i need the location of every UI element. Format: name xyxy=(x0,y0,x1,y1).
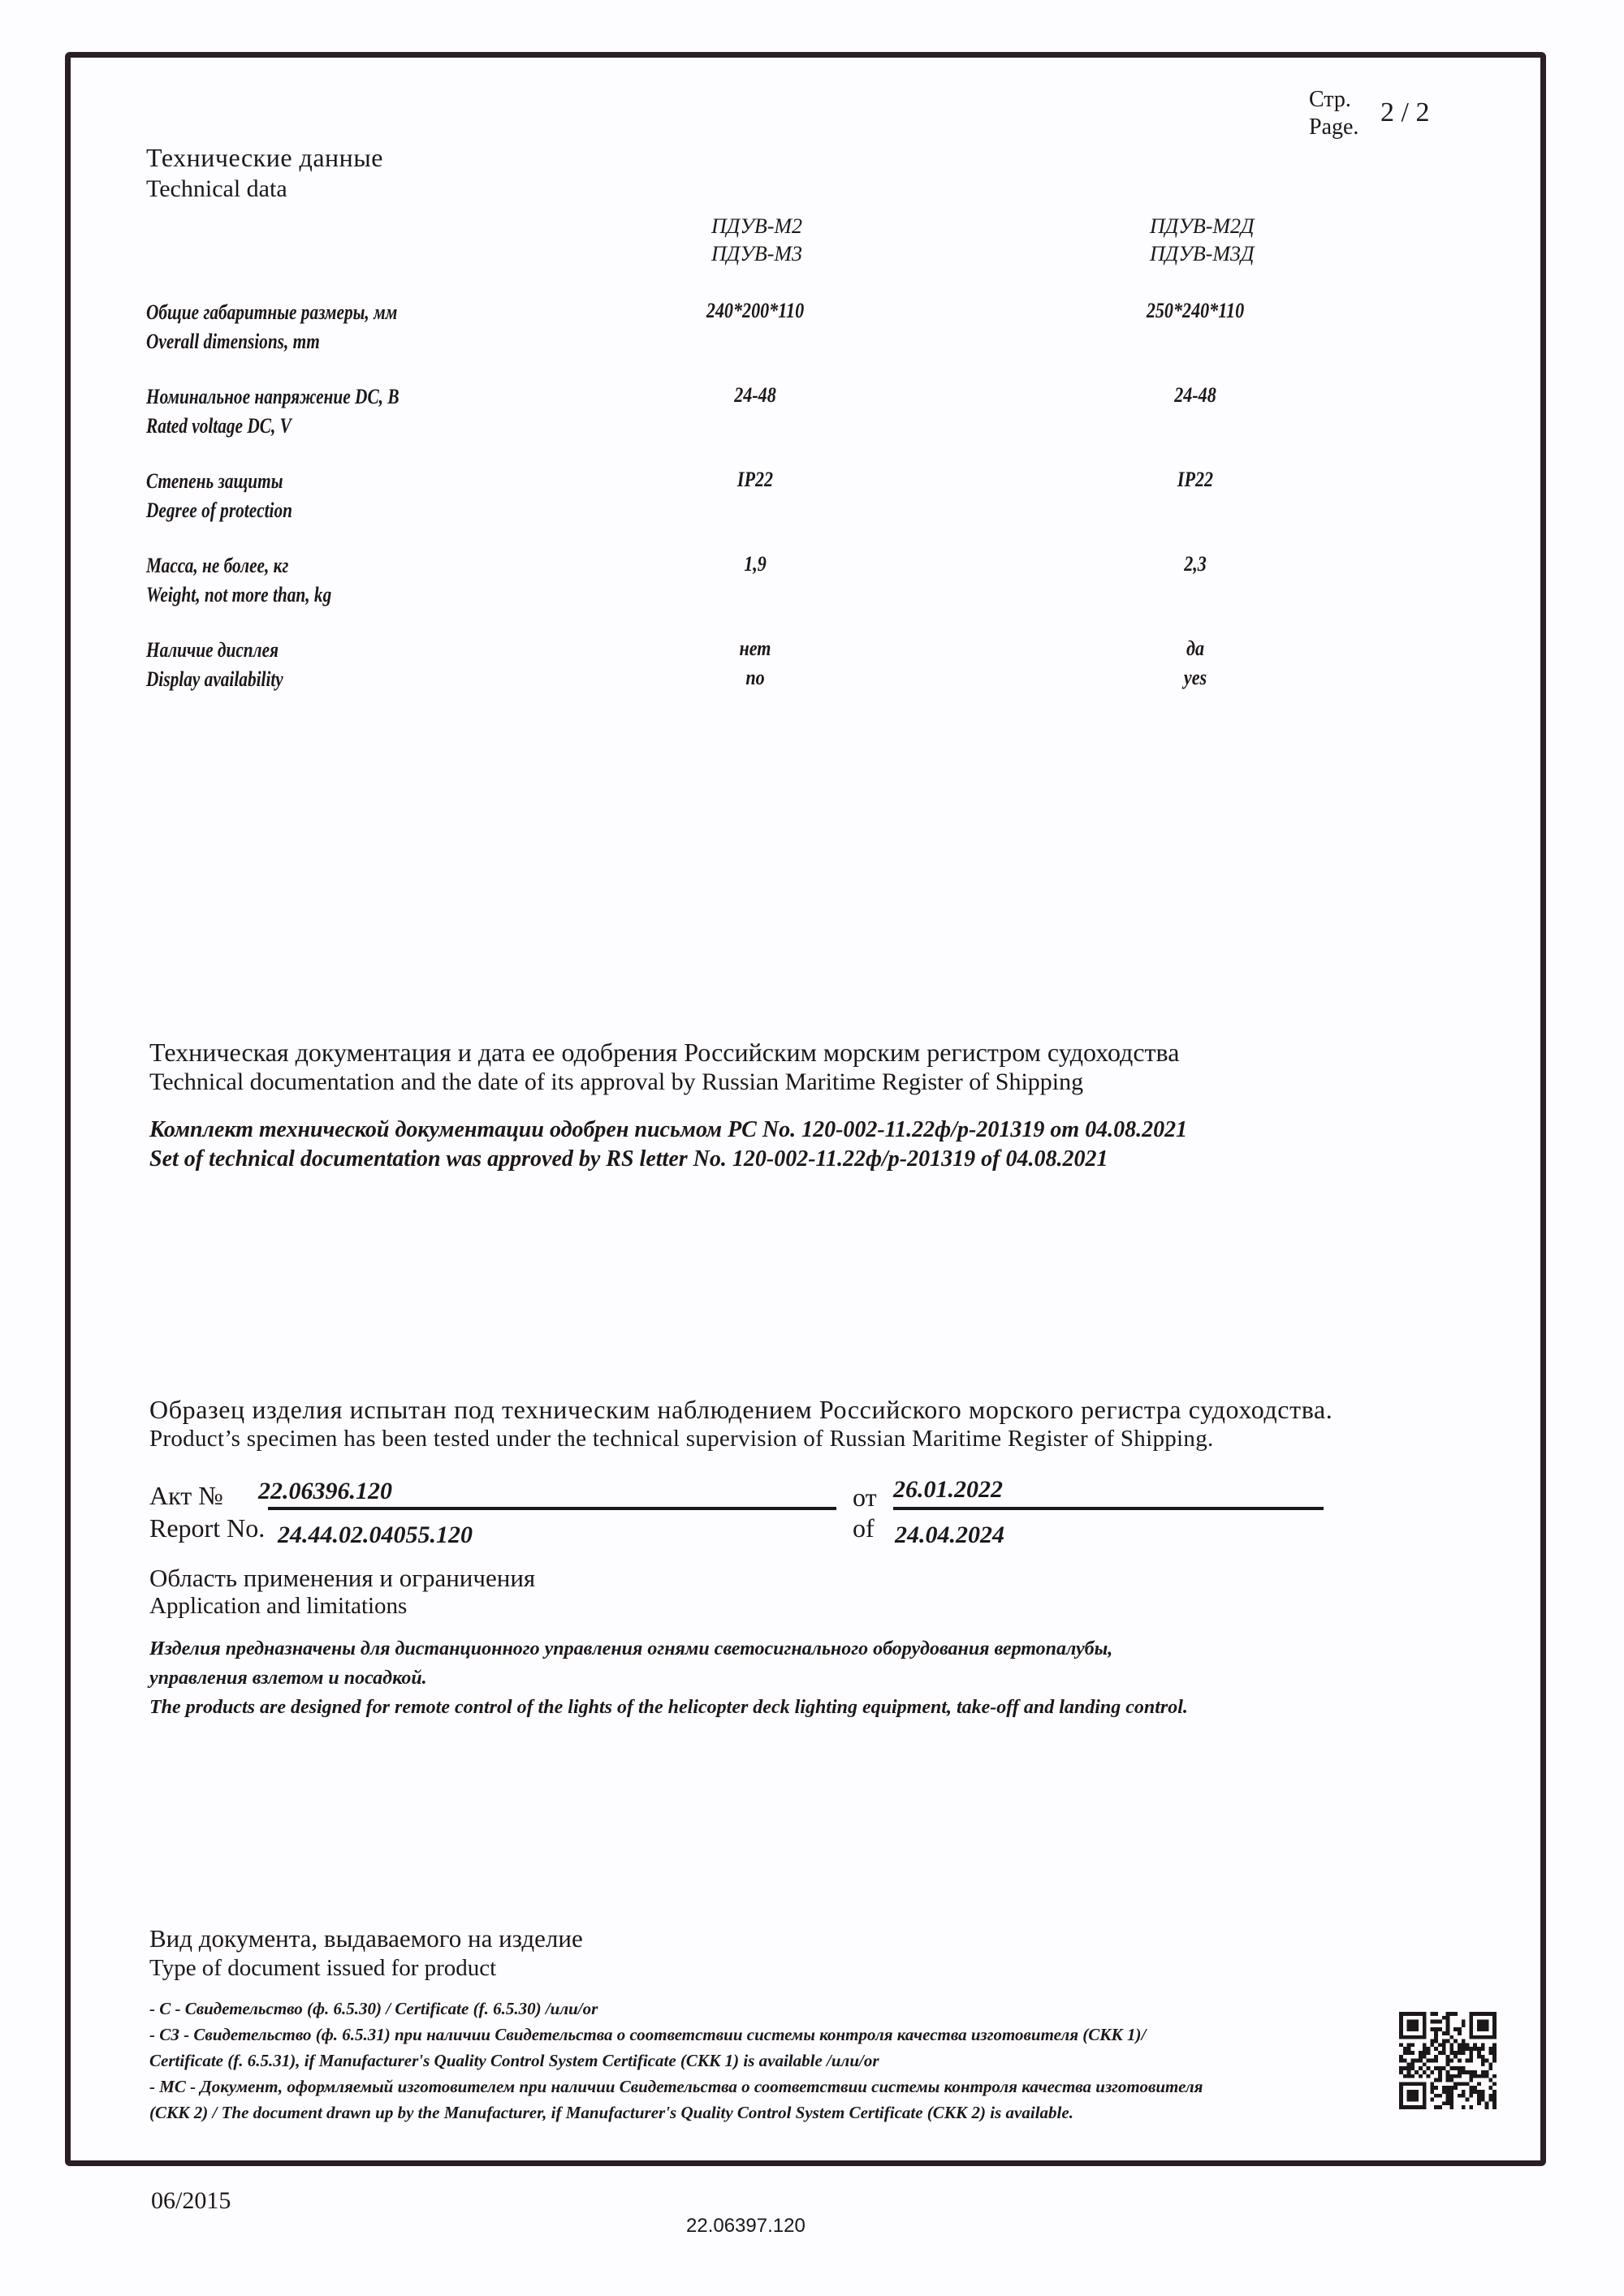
document-type-line-2: - СЗ - Свидетельство (ф. 6.5.31) при наличии Свидетельства о соответствии системы контроля качества изготовителя (СКК 1)/ xyxy=(149,2025,1147,2044)
spec-label-en: Rated voltage DC, V xyxy=(146,414,292,438)
column-1-model-2: ПДУВ-М3 xyxy=(711,242,803,265)
report-date-2: 24.04.2024 xyxy=(895,1521,1004,1548)
document-type-line-5: (СКК 2) / The document drawn up by the Manufacturer, if Manufacturer's Quality Control System Certificate (СКК 2) is available. xyxy=(149,2103,1073,2122)
qr-code-icon xyxy=(1395,2012,1501,2109)
specimen-title-ru: Образец изделия испытан под техническим наблюдением Российского морского регистра судоходства. xyxy=(149,1395,1333,1424)
spec-label-en: Degree of protection xyxy=(146,498,293,522)
document-type-title-en: Type of document issued for product xyxy=(149,1955,497,1981)
report-date-underline xyxy=(893,1507,1324,1510)
report-number-underline xyxy=(268,1507,836,1510)
document-type-title-ru: Вид документа, выдаваемого на изделие xyxy=(149,1924,583,1953)
spec-label-en: Overall dimensions, mm xyxy=(146,330,320,353)
document-number: 22.06397.120 xyxy=(686,2215,806,2237)
report-label-ru: Акт № xyxy=(149,1481,223,1510)
spec-value-col-2: IP22 xyxy=(1177,468,1214,491)
spec-value-col-1: 24-48 xyxy=(734,383,776,407)
application-text-line-1: Изделия предназначены для дистанционного управления огнями светосигнального оборудования вертопалубы, xyxy=(149,1638,1113,1659)
column-header-1 xyxy=(711,214,802,266)
spec-value-col-2: 24-48 xyxy=(1174,383,1216,407)
spec-value-col-1: 1,9 xyxy=(744,552,767,576)
spec-label-ru: Масса, не более, кг xyxy=(146,554,289,577)
spec-label-ru: Степень защиты xyxy=(146,469,283,493)
column-header-2 xyxy=(1150,214,1255,266)
documentation-text-ru: Комплект технической документации одобрен письмом РС No. 120-002-11.22ф/р-201319 от 04.08.2021 xyxy=(149,1117,1188,1142)
spec-value-col-2: 2,3 xyxy=(1184,552,1207,576)
application-title-en: Application and limitations xyxy=(149,1593,408,1619)
document-type-line-1: - С - Свидетельство (ф. 6.5.30) / Certificate (f. 6.5.30) /или/or xyxy=(149,1999,598,2018)
spec-value-col-2: 250*240*110 xyxy=(1146,299,1245,322)
page-number: 2 / 2 xyxy=(1380,97,1430,127)
application-text-line-3: The products are designed for remote control of the lights of the helicopter deck lighting equipment, take-off and landing control. xyxy=(149,1697,1188,1718)
spec-value-col-2: да xyxy=(1186,637,1205,660)
of-label-ru: от xyxy=(853,1482,877,1512)
specimen-title-en: Product’s specimen has been tested under the technical supervision of Russian Maritime Register of Shipping. xyxy=(149,1426,1214,1452)
document-type-line-4: - МС - Документ, оформляемый изготовителем при наличии Свидетельства о соответствии системы контроля качества изготовителя xyxy=(149,2077,1203,2096)
column-2-model-1: ПДУВ-М2Д xyxy=(1150,214,1255,238)
application-title-ru: Область применения и ограничения xyxy=(149,1564,536,1592)
report-number-1: 22.06396.120 xyxy=(258,1478,392,1504)
page-label xyxy=(1309,86,1358,141)
of-label-en: of xyxy=(853,1513,875,1543)
spec-label-ru: Номинальное напряжение DC, В xyxy=(146,385,400,408)
report-date-1: 26.01.2022 xyxy=(893,1476,1003,1503)
column-2-model-2: ПДУВ-М3Д xyxy=(1150,242,1255,265)
document-type-line-3: Certificate (f. 6.5.31), if Manufacturer's Quality Control System Certificate (СКК 1) is available /или/or xyxy=(149,2051,879,2070)
spec-value-en-col-2: yes xyxy=(1183,666,1207,689)
technical-data-title-en: Technical data xyxy=(146,175,287,202)
report-number-2: 24.44.02.04055.120 xyxy=(278,1521,473,1548)
spec-label-en: Display availability xyxy=(146,667,283,691)
spec-label-ru: Наличие дисплея xyxy=(146,638,279,662)
technical-data-title-ru: Технические данные xyxy=(146,143,383,172)
spec-value-col-1: 240*200*110 xyxy=(706,299,805,322)
documentation-title-ru: Техническая документация и дата ее одобрения Российским морским регистром судоходства xyxy=(149,1038,1180,1067)
documentation-title-en: Technical documentation and the date of its approval by Russian Maritime Register of Shipping xyxy=(149,1068,1084,1095)
spec-label-en: Weight, not more than, kg xyxy=(146,583,332,606)
form-date: 06/2015 xyxy=(151,2187,231,2214)
spec-label-ru: Общие габаритные размеры, мм xyxy=(146,300,398,324)
spec-value-en-col-1: no xyxy=(745,666,765,689)
spec-value-col-1: IP22 xyxy=(736,468,774,491)
application-text-line-2: управления взлетом и посадкой. xyxy=(149,1668,427,1689)
report-label-en: Report No. xyxy=(149,1513,266,1543)
page-border xyxy=(65,52,1546,2166)
column-1-model-1: ПДУВ-М2 xyxy=(711,214,803,238)
page-label-ru: Стр. xyxy=(1309,87,1351,112)
documentation-text-en: Set of technical documentation was approved by RS letter No. 120-002-11.22ф/р-201319 of 04.08.2021 xyxy=(149,1146,1108,1172)
page-label-en: Page. xyxy=(1309,114,1359,140)
spec-value-col-1: нет xyxy=(739,637,771,660)
